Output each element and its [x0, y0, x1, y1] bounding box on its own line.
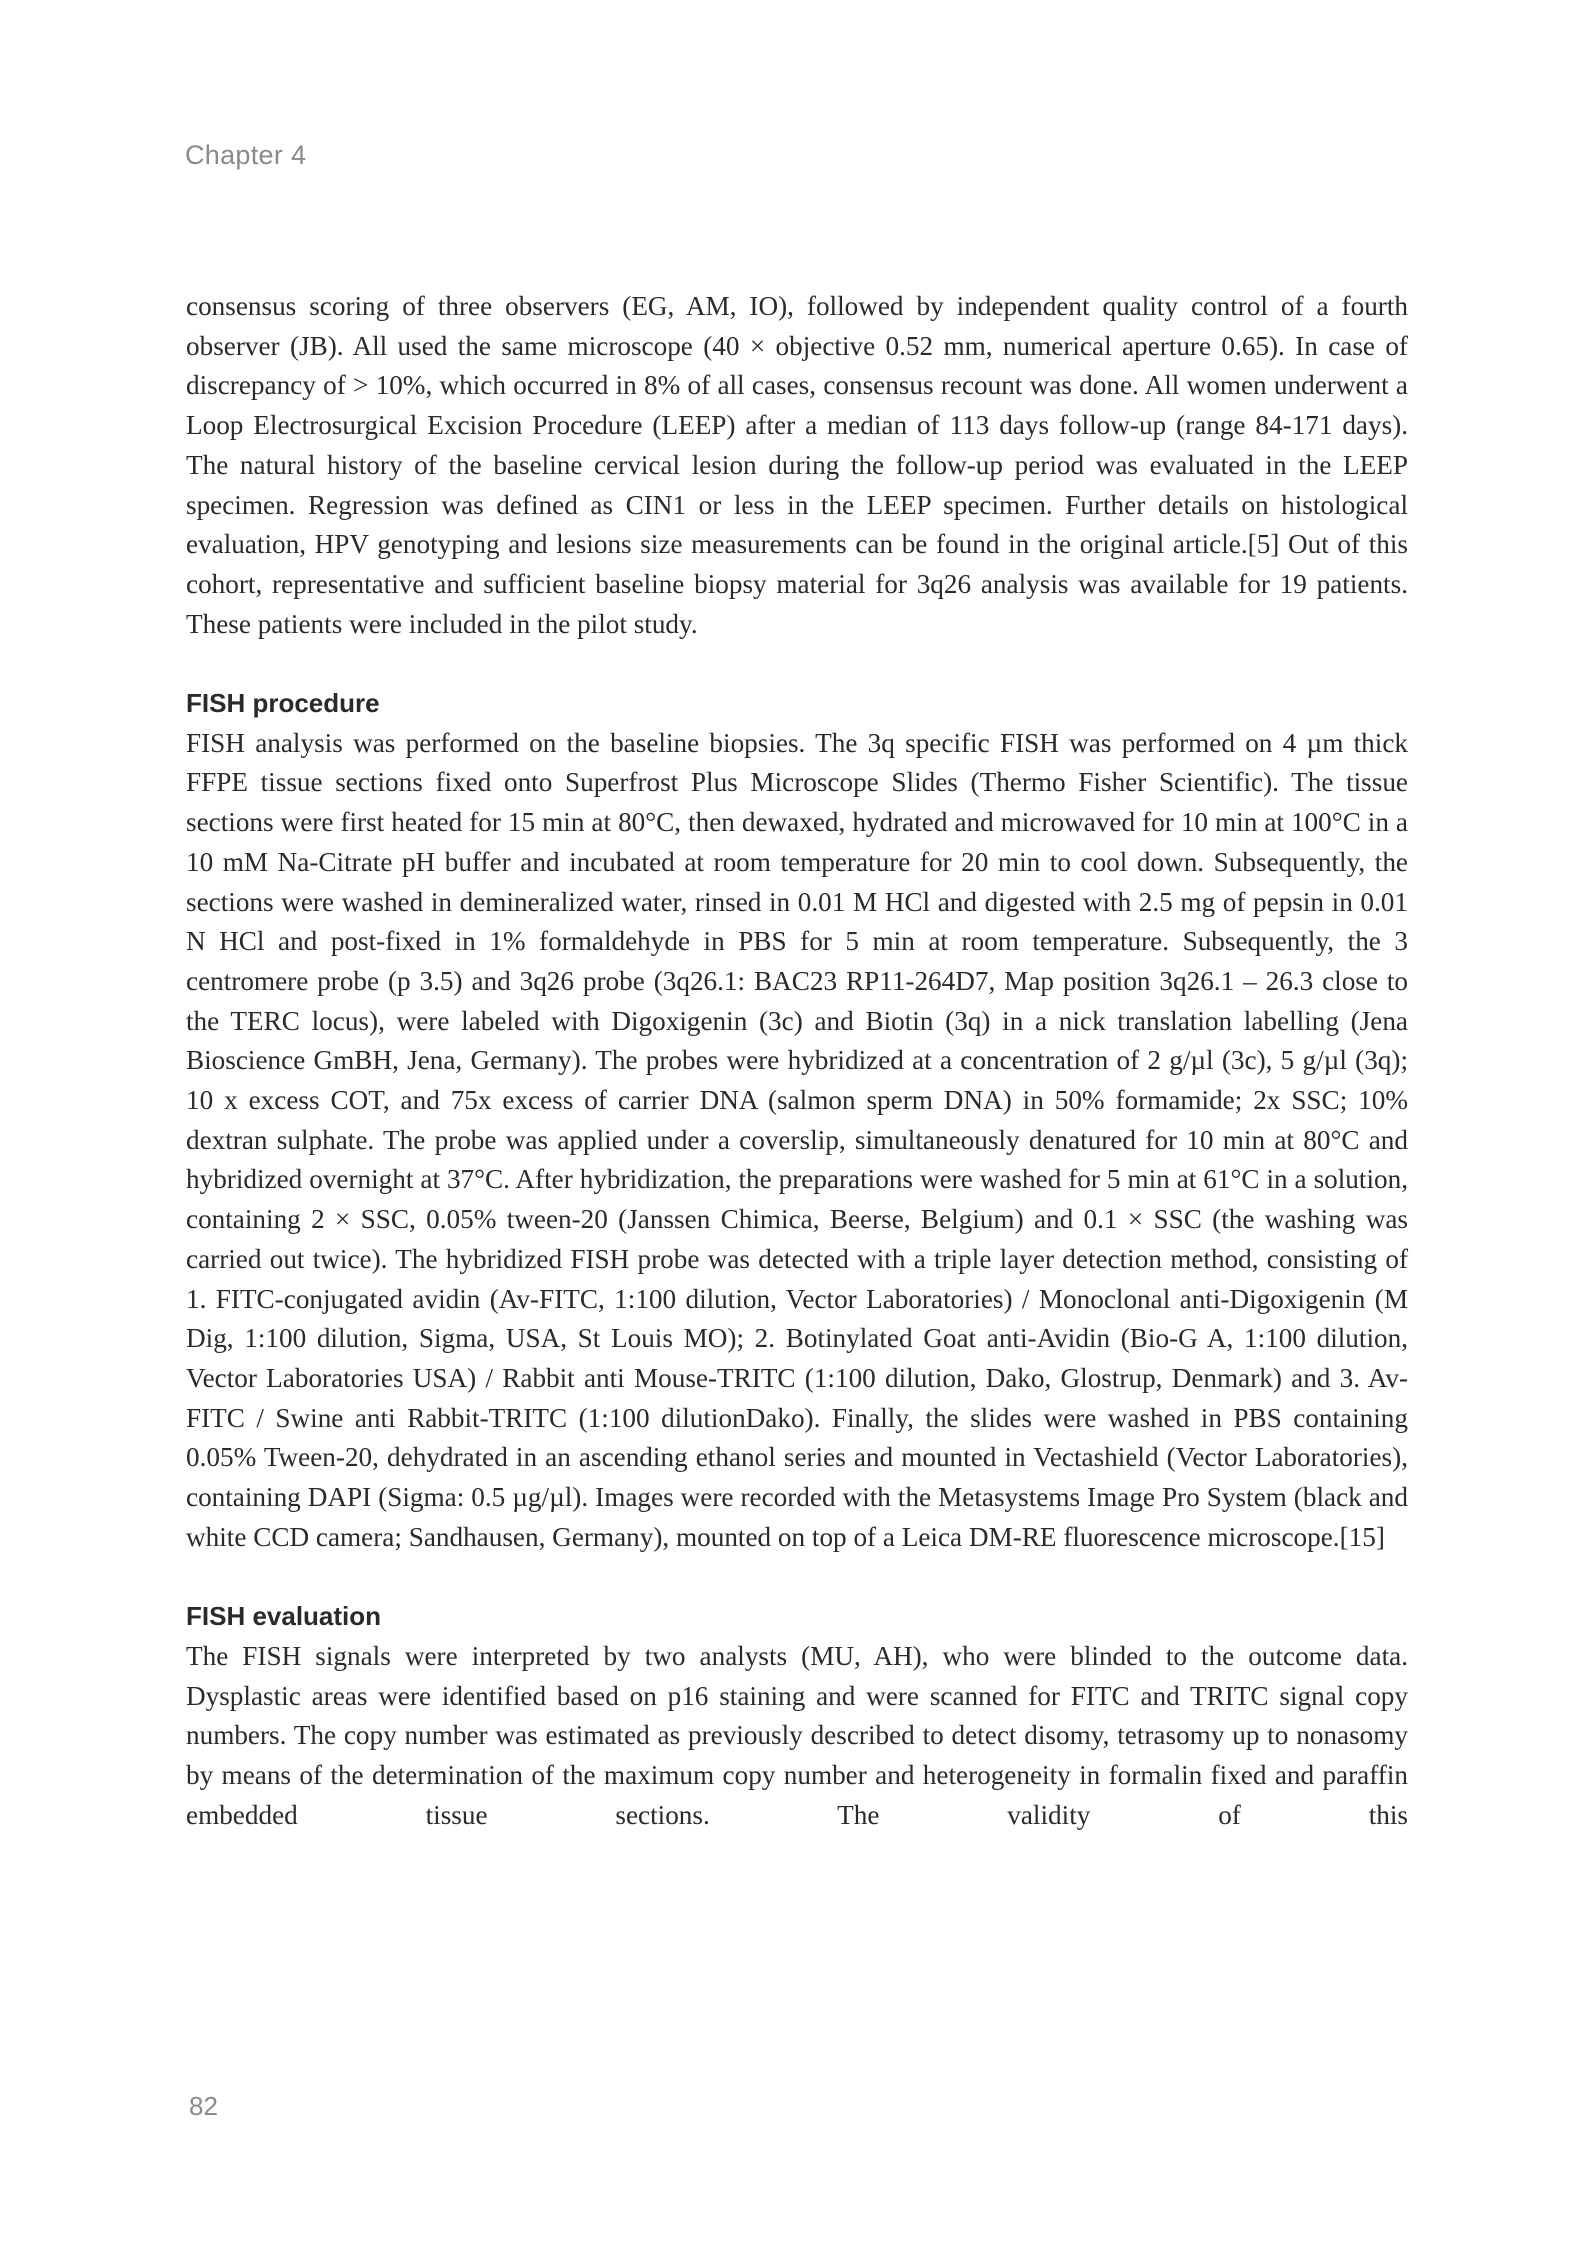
fish-evaluation-paragraph: The FISH signals were interpreted by two analysts (MU, AH), who were blinded to the outcome data. Dysplastic areas were identified based on p16 staining and were scanned for FITC and TRITC signal copy numbers. The copy number was estimated as previously described to detect disomy, tetrasomy up to nonasomy by means of the determination of the maximum copy number and heterogeneity in formalin fixed and paraffin embedded tissue sections. The validity of this [186, 1640, 1408, 1830]
intro-paragraph: consensus scoring of three observers (EG, AM, IO), followed by independent quality control of a fourth observer (JB). All used the same microscope (40 × objective 0.52 mm, numerical aperture 0.65). In case of discrepancy of > 10%, which occurred in 8% of all cases, consensus recount was done. All women underwent a Loop Electrosurgical Excision Procedure (LEEP) after a median of 113 days follow-up (range 84-171 days). The natural history of the baseline cervical lesion during the follow-up period was evaluated in the LEEP specimen. Regression was defined as CIN1 or less in the LEEP specimen. Further details on histological evaluation, HPV genotyping and lesions size measurements can be found in the original article.[5] Out of this cohort, representative and sufficient baseline biopsy material for 3q26 analysis was available for 19 patients. These patients were included in the pilot study. [186, 291, 1408, 639]
section-heading-fish-evaluation: FISH evaluation [186, 1601, 382, 1632]
body-text [186, 287, 1408, 1835]
page-number: 82 [189, 2091, 218, 2121]
fish-procedure-paragraph: FISH analysis was performed on the baseline biopsies. The 3q specific FISH was performed on 4 µm thick FFPE tissue sections fixed onto Superfrost Plus Microscope Slides (Thermo Fisher Scientific). The tissue sections were first heated for 15 min at 80°C, then dewaxed, hydrated and microwaved for 10 min at 100°C in a 10 mM Na-Citrate pH buffer and incubated at room temperature for 20 min to cool down. Subsequently, the sections were washed in demineralized water, rinsed in 0.01 M HCl and digested with 2.5 mg of pepsin in 0.01 N HCl and post-fixed in 1% formaldehyde in PBS for 5 min at room temperature. Subsequently, the 3 centromere probe (p 3.5) and 3q26 probe (3q26.1: BAC23 RP11-264D7, Map position 3q26.1 – 26.3 close to the TERC locus), were labeled with Digoxigenin (3c) and Biotin (3q) in a nick translation labelling (Jena Bioscience GmBH, Jena, Germany). The probes were hybridized at a concentration of 2 g/µl (3c), 5 g/µl (3q); 10 x excess COT, and 75x excess of carrier DNA (salmon sperm DNA) in 50% formamide; 2x SSC; 10% dextran sulphate. The probe was applied under a coverslip, simultaneously denatured for 10 min at 80°C and hybridized overnight at 37°C. After hybridization, the preparations were washed for 5 min at 61°C in a solution, containing 2 × SSC, 0.05% tween-20 (Janssen Chimica, Beerse, Belgium) and 0.1 × SSC (the washing was carried out twice). The hybridized FISH probe was detected with a triple layer detection method, consisting of 1. FITC-conjugated avidin (Av-FITC, 1:100 dilution, Vector Laboratories) / Monoclonal anti-Digoxigenin (M Dig, 1:100 dilution, Sigma, USA, St Louis MO); 2. Botinylated Goat anti-Avidin (Bio-G A, 1:100 dilution, Vector Laboratories USA) / Rabbit anti Mouse-TRITC (1:100 dilution, Dako, Glostrup, Denmark) and 3. Av-FITC / Swine anti Rabbit-TRITC (1:100 dilutionDako). Finally, the slides were washed in PBS containing 0.05% Tween-20, dehydrated in an ascending ethanol series and mounted in Vectashield (Vector Laboratories), containing DAPI (Sigma: 0.5 µg/µl). Images were recorded with the Metasystems Image Pro System (black and white CCD camera; Sandhausen, Germany), mounted on top of a Leica DM-RE fluorescence microscope.[15] [186, 727, 1408, 1552]
running-head: Chapter 4 [185, 140, 307, 170]
section-heading-fish-procedure: FISH procedure [186, 688, 380, 719]
